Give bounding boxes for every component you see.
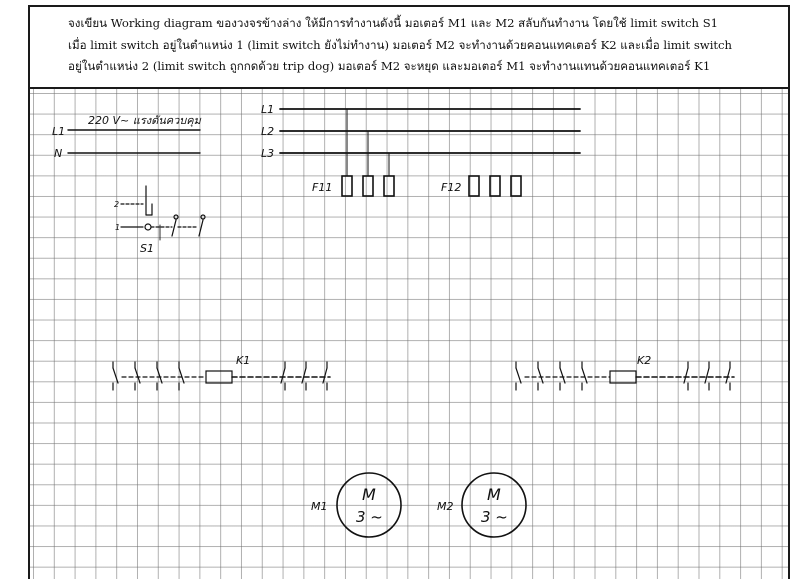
motor-m2-label: M2 (437, 500, 454, 513)
instruction-line-2: เมื่อ limit switch อยู่ในตำแหน่ง 1 (limit switch ยังไม่ทำงาน) มอเตอร์ M2 จะทำงานด้วยคอนแทคเตอร์ K2 และเมื่อ limit switch (68, 37, 733, 52)
fuse-feed-lines (347, 109, 389, 176)
instruction-line-1: จงเขียน Working diagram ของวงจรข้างล่าง ให้มีการทำงานดังนี้ มอเตอร์ M1 และ M2 สลับกันทำงาน โดยใช้ limit switch S1 (68, 16, 719, 30)
motor-m2-symbol (462, 473, 526, 537)
fuse-group-f11 (342, 176, 394, 196)
limit-switch-s1 (121, 186, 205, 240)
power-bus (280, 109, 580, 153)
fuse-group-f12 (469, 176, 521, 196)
motor-m1-label: M1 (311, 500, 328, 513)
motor-m2-letter: M (487, 485, 501, 504)
limit-switch-label: S1 (140, 242, 154, 255)
control-l1-label: L1 (52, 125, 66, 138)
contactor-k1-label: K1 (236, 354, 251, 367)
motor-m2-phase: 3 ~ (481, 508, 508, 526)
limit-switch-pos2-label: 2 (114, 200, 120, 209)
motor-m1-symbol (337, 473, 401, 537)
instruction-line-3: อยู่ในตำแหน่ง 2 (limit switch ถูกกดด้วย trip dog) มอเตอร์ M2 จะหยุด และมอเตอร์ M1 จะทำงานแทนด้วยคอนแทคเตอร์ K1 (68, 59, 711, 73)
contactor-k2-label: K2 (637, 354, 652, 367)
control-supply (68, 130, 200, 153)
power-l2-label: L2 (261, 125, 275, 138)
fuse-f12-label: F12 (441, 181, 462, 194)
limit-switch-pos1-label: 1 (115, 223, 121, 232)
contactor-k1 (113, 362, 330, 390)
motor-m1-phase: 3 ~ (356, 508, 383, 526)
contactor-k2 (516, 362, 734, 390)
power-l3-label: L3 (261, 147, 275, 160)
power-l1-label: L1 (261, 103, 275, 116)
motor-m1-letter: M (362, 485, 376, 504)
control-n-label: N (54, 147, 63, 160)
fuse-f11-label: F11 (312, 181, 333, 194)
control-voltage-label: 220 V~ แรงดันควบคุม (88, 114, 201, 127)
